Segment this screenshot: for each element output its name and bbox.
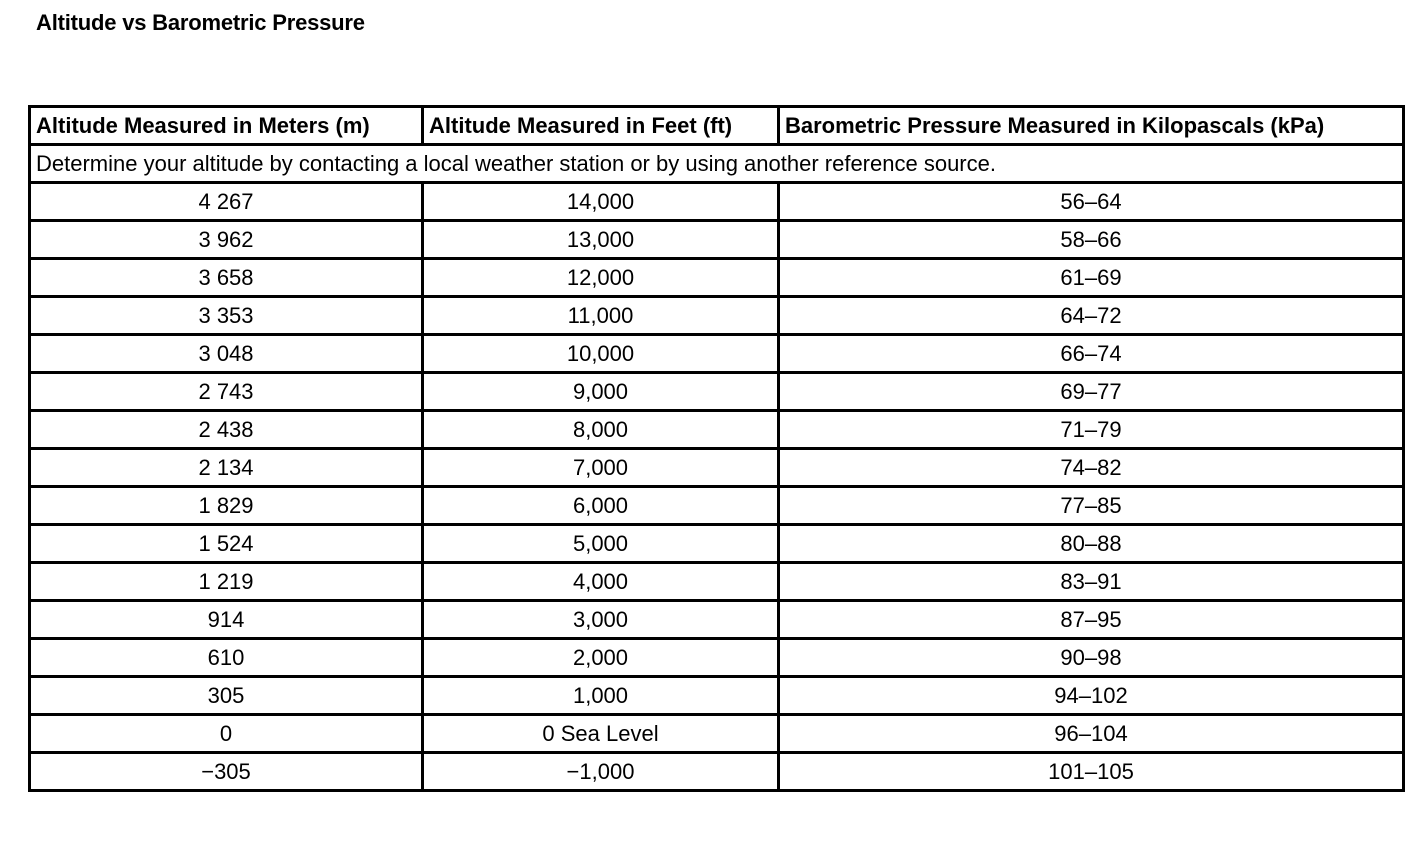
feet-cell: 5,000 [423, 525, 779, 563]
feet-cell: 4,000 [423, 563, 779, 601]
meters-cell: 1 524 [30, 525, 423, 563]
table-row [30, 183, 1404, 221]
pressure-cell: 77–85 [779, 487, 1404, 525]
table-row [30, 411, 1404, 449]
meters-cell: 3 962 [30, 221, 423, 259]
altitude-pressure-table-container [28, 105, 1402, 792]
table-body [30, 145, 1404, 791]
pressure-cell: 58–66 [779, 221, 1404, 259]
table-row [30, 563, 1404, 601]
meters-cell: 610 [30, 639, 423, 677]
pressure-cell: 94–102 [779, 677, 1404, 715]
meters-cell: 305 [30, 677, 423, 715]
pressure-cell: 96–104 [779, 715, 1404, 753]
table-row [30, 449, 1404, 487]
meters-cell: 1 829 [30, 487, 423, 525]
meters-cell: 3 353 [30, 297, 423, 335]
pressure-cell: 87–95 [779, 601, 1404, 639]
pressure-cell: 66–74 [779, 335, 1404, 373]
table-row [30, 753, 1404, 791]
meters-cell: 1 219 [30, 563, 423, 601]
header-feet: Altitude Measured in Feet (ft) [423, 107, 779, 145]
pressure-cell: 90–98 [779, 639, 1404, 677]
meters-cell: 3 658 [30, 259, 423, 297]
table-row [30, 259, 1404, 297]
feet-cell: 3,000 [423, 601, 779, 639]
feet-cell: 9,000 [423, 373, 779, 411]
feet-cell: −1,000 [423, 753, 779, 791]
header-row [30, 107, 1404, 145]
feet-cell: 10,000 [423, 335, 779, 373]
pressure-cell: 56–64 [779, 183, 1404, 221]
pressure-cell: 83–91 [779, 563, 1404, 601]
meters-cell: 914 [30, 601, 423, 639]
meters-cell: 4 267 [30, 183, 423, 221]
feet-cell: 1,000 [423, 677, 779, 715]
pressure-cell: 101–105 [779, 753, 1404, 791]
pressure-cell: 74–82 [779, 449, 1404, 487]
document-title: Altitude vs Barometric Pressure [36, 10, 365, 35]
table-row [30, 221, 1404, 259]
table-row [30, 487, 1404, 525]
pressure-cell: 71–79 [779, 411, 1404, 449]
meters-cell: 0 [30, 715, 423, 753]
feet-cell: 11,000 [423, 297, 779, 335]
feet-cell: 13,000 [423, 221, 779, 259]
feet-cell: 0 Sea Level [423, 715, 779, 753]
altitude-pressure-table [28, 105, 1405, 792]
feet-cell: 7,000 [423, 449, 779, 487]
meters-cell: 3 048 [30, 335, 423, 373]
feet-cell: 2,000 [423, 639, 779, 677]
feet-cell: 14,000 [423, 183, 779, 221]
meters-cell: 2 438 [30, 411, 423, 449]
meters-cell: 2 134 [30, 449, 423, 487]
table-row [30, 525, 1404, 563]
note-row [30, 145, 1404, 183]
table-row [30, 715, 1404, 753]
pressure-cell: 64–72 [779, 297, 1404, 335]
meters-cell: −305 [30, 753, 423, 791]
table-row [30, 335, 1404, 373]
header-pressure: Barometric Pressure Measured in Kilopascals (kPa) [779, 107, 1404, 145]
feet-cell: 6,000 [423, 487, 779, 525]
feet-cell: 8,000 [423, 411, 779, 449]
feet-cell: 12,000 [423, 259, 779, 297]
table-row [30, 601, 1404, 639]
table-row [30, 639, 1404, 677]
table-row [30, 297, 1404, 335]
table-row [30, 677, 1404, 715]
table-row [30, 373, 1404, 411]
header-meters: Altitude Measured in Meters (m) [30, 107, 423, 145]
pressure-cell: 61–69 [779, 259, 1404, 297]
pressure-cell: 69–77 [779, 373, 1404, 411]
note-cell: Determine your altitude by contacting a local weather station or by using another reference source. [30, 145, 1404, 183]
pressure-cell: 80–88 [779, 525, 1404, 563]
meters-cell: 2 743 [30, 373, 423, 411]
